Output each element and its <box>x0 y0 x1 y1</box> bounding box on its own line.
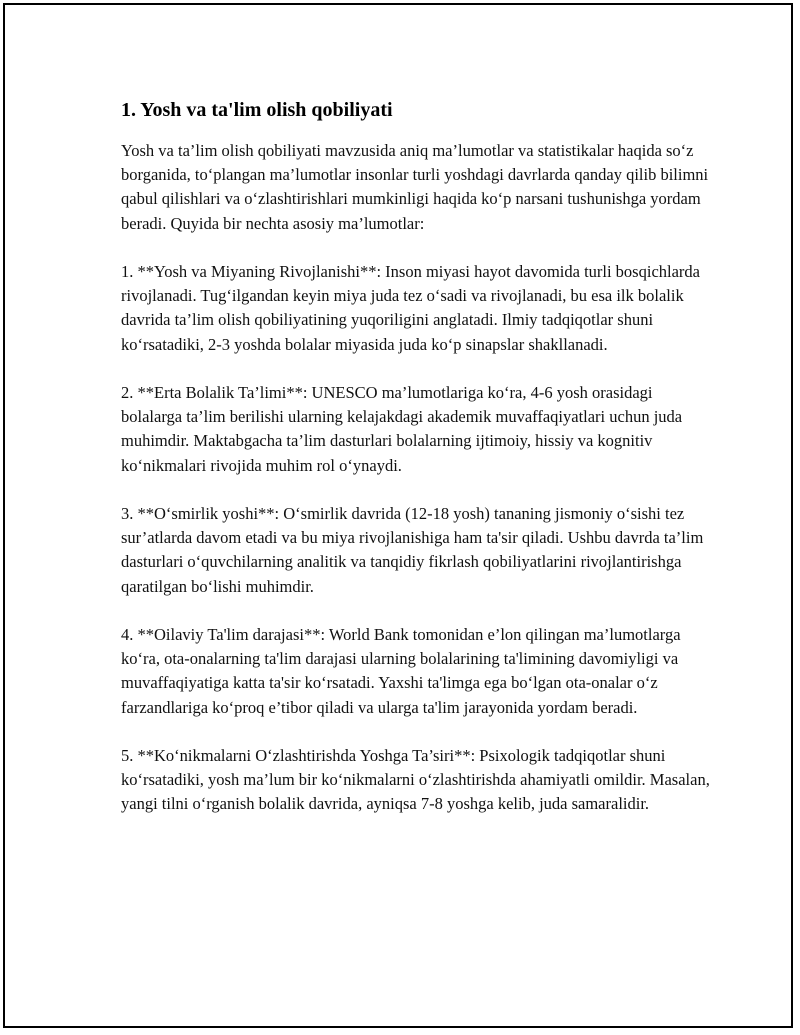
section-heading: 1. Yosh va ta'lim olish qobiliyati <box>121 99 393 121</box>
paragraph-family-education: 4. **Oilaviy Ta'lim darajasi**: World Bank tomonidan e’lon qilingan ma’lumotlarga ko‘ra, ota-onalarning ta'lim darajasi ularning bolalarining ta'limining davomiyligi va muvaffaqiyatiga katta ta'sir ko‘rsatadi. Yaxshi ta'limga ega bo‘lgan ota-onalar o‘z farzandlariga ko‘proq e’tibor qiladi va ularga ta'lim jarayonida yordam beradi. <box>121 625 681 717</box>
document-page <box>3 3 793 1028</box>
paragraph-early-childhood: 2. **Erta Bolalik Ta’limi**: UNESCO ma’lumotlariga ko‘ra, 4-6 yosh orasidagi bolalarga ta’lim berilishi ularning kelajakdagi akademik muvaffaqiyatlari uchun juda muhimdir. Maktabgacha ta’lim dasturlari bolalarning ijtimoiy, hissiy va kognitiv ko‘nikmalari rivojida muhim rol o‘ynaydi. <box>121 383 683 475</box>
intro-paragraph: Yosh va ta’lim olish qobiliyati mavzusida aniq ma’lumotlar va statistikalar haqida so‘z borganida, to‘plangan ma’lumotlar insonlar turli yoshdagi davrlarda qanday qilib bilimni qabul qilishlari va o‘zlashtirishlari mumkinligi haqida ko‘p narsani tushunishga yordam beradi. Quyida bir nechta asosiy ma’lumotlar: <box>121 141 709 233</box>
document-content <box>121 97 711 817</box>
paragraph-adolescence: 3. **O‘smirlik yoshi**: O‘smirlik davrida (12-18 yosh) tananing jismoniy o‘sishi tez sur’atlarda davom etadi va bu miya rivojlanishiga ham ta'sir qiladi. Ushbu davrda ta’lim dasturlari o‘quvchilarning analitik va tanqidiy fikrlash qobiliyatlarini rivojlantirishga qaratilgan bo‘lishi muhimdir. <box>121 504 704 596</box>
paragraph-brain-development: 1. **Yosh va Miyaning Rivojlanishi**: Inson miyasi hayot davomida turli bosqichlarda rivojlanadi. Tug‘ilgandan keyin miya juda tez o‘sadi va rivojlanadi, bu esa ilk bolalik davrida ta’lim olish qobiliyatining yuqoriligini anglatadi. Ilmiy tadqiqotlar shuni ko‘rsatadiki, 2-3 yoshda bolalar miyasida juda ko‘p sinapslar shakllanadi. <box>121 262 700 354</box>
paragraph-skill-acquisition: 5. **Ko‘nikmalarni O‘zlashtirishda Yoshga Ta’siri**: Psixologik tadqiqotlar shuni ko‘rsatadiki, yosh ma’lum bir ko‘nikmalarni o‘zlashtirishda ahamiyatli omildir. Masalan, yangi tilni o‘rganish bolalik davrida, ayniqsa 7-8 yoshga kelib, juda samaralidir. <box>121 746 710 814</box>
